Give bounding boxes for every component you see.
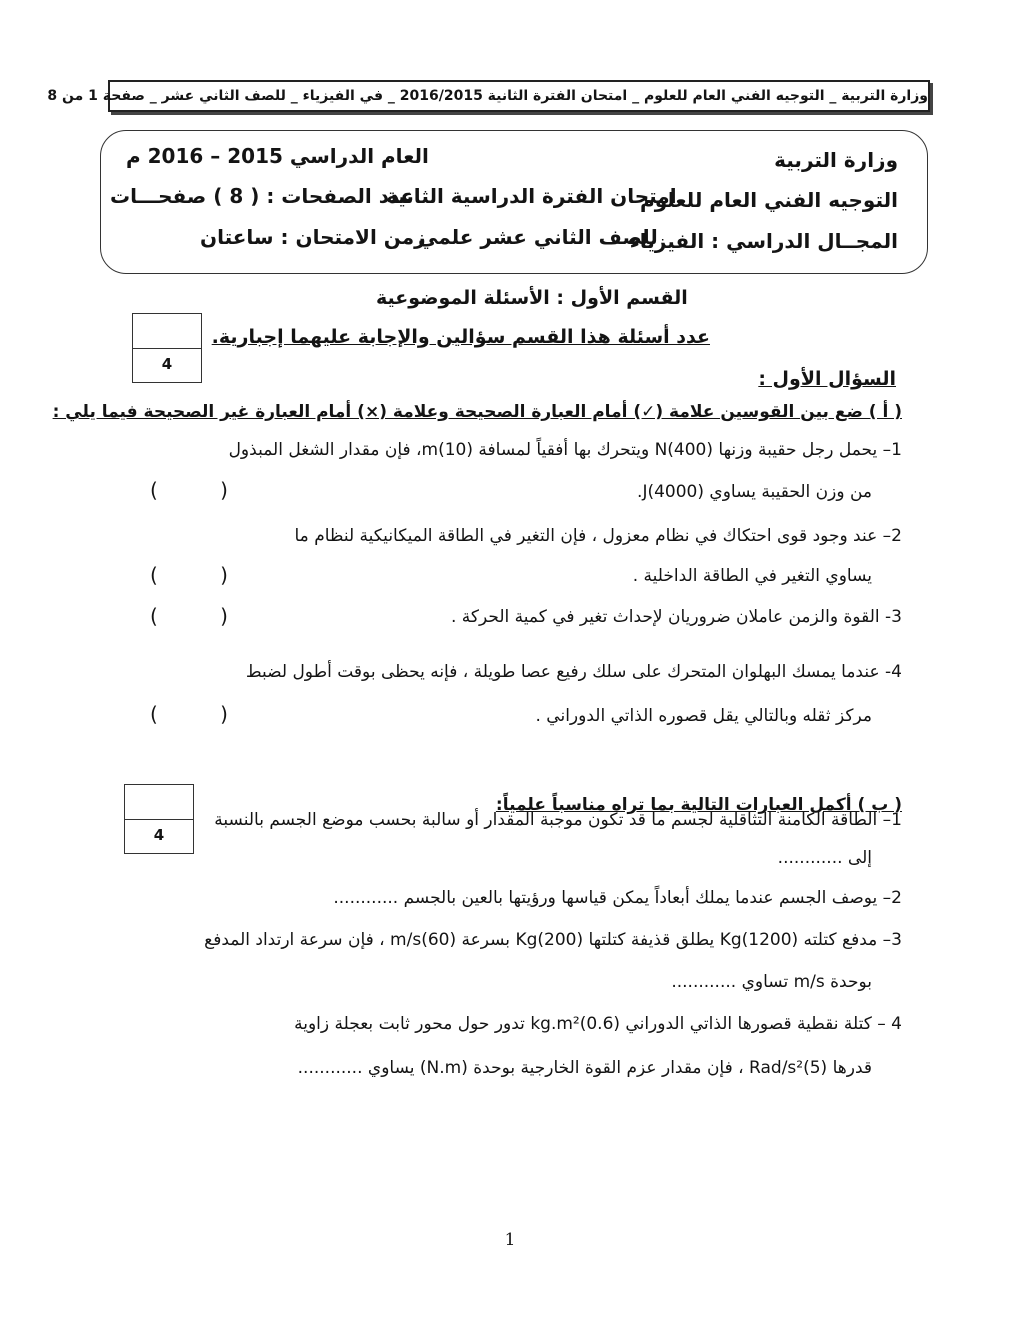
part-a-item-1-line2: من وزن الحقيبة يساوي J(4000). — [637, 482, 872, 502]
pages-label: عدد الصفحات : ( 8 ) صفحـــات — [110, 184, 415, 208]
part-a-instruction: ( أ ) ضع بين القوسين علامة (✓) أمام العبارة الصحيحة وعلامة (×) أمام العبارة غير الصحيحة فيما يلي : — [52, 402, 902, 422]
part-a-item-1-answer[interactable]: ( ) — [150, 478, 256, 502]
section-subtitle: عدد أسئلة هذا القسم سؤالين والإجابة عليهما إجبارية. — [211, 326, 710, 348]
part-b-item-3-line2[interactable]: بوحدة m/s تساوي ............ — [671, 972, 872, 992]
ministry-label: وزارة التربية — [774, 148, 898, 172]
part-a-item-4-line2: مركز ثقله وبالتالي يقل قصوره الذاتي الدوراني . — [535, 706, 872, 726]
page-number: 1 — [504, 1230, 516, 1250]
duration-label: زمن الامتحان : ساعتان — [200, 225, 426, 249]
part-a-item-4-line1: 4- عندما يمسك البهلوان المتحرك على سلك رفيع عصا طويلة ، فإنه يحظى بوقت أطول لضبط — [245, 662, 902, 682]
exam-label: امتحان الفترة الدراسية الثانية — [386, 184, 677, 208]
part-b-instruction: ( ب ) أكمل العبارات التالية بما تراه مناسباً علمياً: — [495, 795, 902, 815]
part-a-item-2-line1: 2– عند وجود قوى احتكاك في نظام معزول ، فإن التغير في الطاقة الميكانيكية لنظام ما — [294, 526, 902, 546]
part-a-item-4-answer[interactable]: ( ) — [150, 702, 256, 726]
part-b-item-1-line2[interactable]: إلى ............ — [777, 848, 872, 868]
subject-label: المجــال الدراسي : الفيزياء — [629, 229, 898, 253]
part-a-item-2-line2: يساوي التغير في الطاقة الداخلية . — [632, 566, 872, 586]
page-banner: وزارة التربية _ التوجيه الفني العام للعلوم _ امتحان الفترة الثانية 2016/2015 _ في الفيزياء _ للصف الثاني عشر _ صفحة 1 من 8 — [108, 80, 930, 112]
part-b-item-4-line1: 4 – كتلة نقطية قصورها الذاتي الدوراني kg.m²(0.6) تدور حول محور ثابت بعجلة زاوية — [294, 1014, 902, 1034]
school-year-label: العام الدراسي 2015 – 2016 م — [126, 144, 429, 168]
part-a-mark-box — [132, 313, 202, 383]
part-a-item-1-line1: 1– يحمل رجل حقيبة وزنها N(400) ويتحرك بها أفقياً لمسافة m(10)، فإن مقدار الشغل المبذول — [228, 440, 902, 460]
part-b-item-2-line1[interactable]: 2– يوصف الجسم عندما يملك أبعاداً يمكن قياسها ورؤيتها بالعين بالجسم ............ — [333, 888, 902, 908]
section-title: القسم الأول : الأسئلة الموضوعية — [376, 287, 688, 309]
part-b-mark-box — [124, 784, 194, 854]
part-a-mark: 4 — [161, 355, 173, 373]
part-b-item-3-line1: 3– مدفع كتلته Kg(1200) يطلق قذيفة كتلتها Kg(200) بسرعة m/s(60) ، فإن سرعة ارتداد المدفع — [204, 930, 902, 950]
part-b-item-4-line2[interactable]: قدرها Rad/s²(5) ، فإن مقدار عزم القوة الخارجية بوحدة (N.m) يساوي ............ — [297, 1058, 872, 1078]
part-a-item-3-line1: 3- القوة والزمن عاملان ضروريان لإحداث تغير في كمية الحركة . — [450, 607, 902, 627]
question1-title: السؤال الأول : — [758, 368, 896, 390]
part-b-mark: 4 — [153, 826, 165, 844]
part-a-item-3-answer[interactable]: ( ) — [150, 604, 256, 628]
part-a-item-2-answer[interactable]: ( ) — [150, 563, 256, 587]
grade-label: للصف الثاني عشر علمي — [418, 225, 658, 249]
part-b-item-1-line1: 1– الطاقة الكامنة التثاقلية لجسم ما قد تكون موجبة المقدار أو سالبة بحسب موضع الجسم بالنسبة — [214, 810, 902, 830]
supervision-label: التوجيه الفني العام للعلوم — [640, 188, 898, 212]
